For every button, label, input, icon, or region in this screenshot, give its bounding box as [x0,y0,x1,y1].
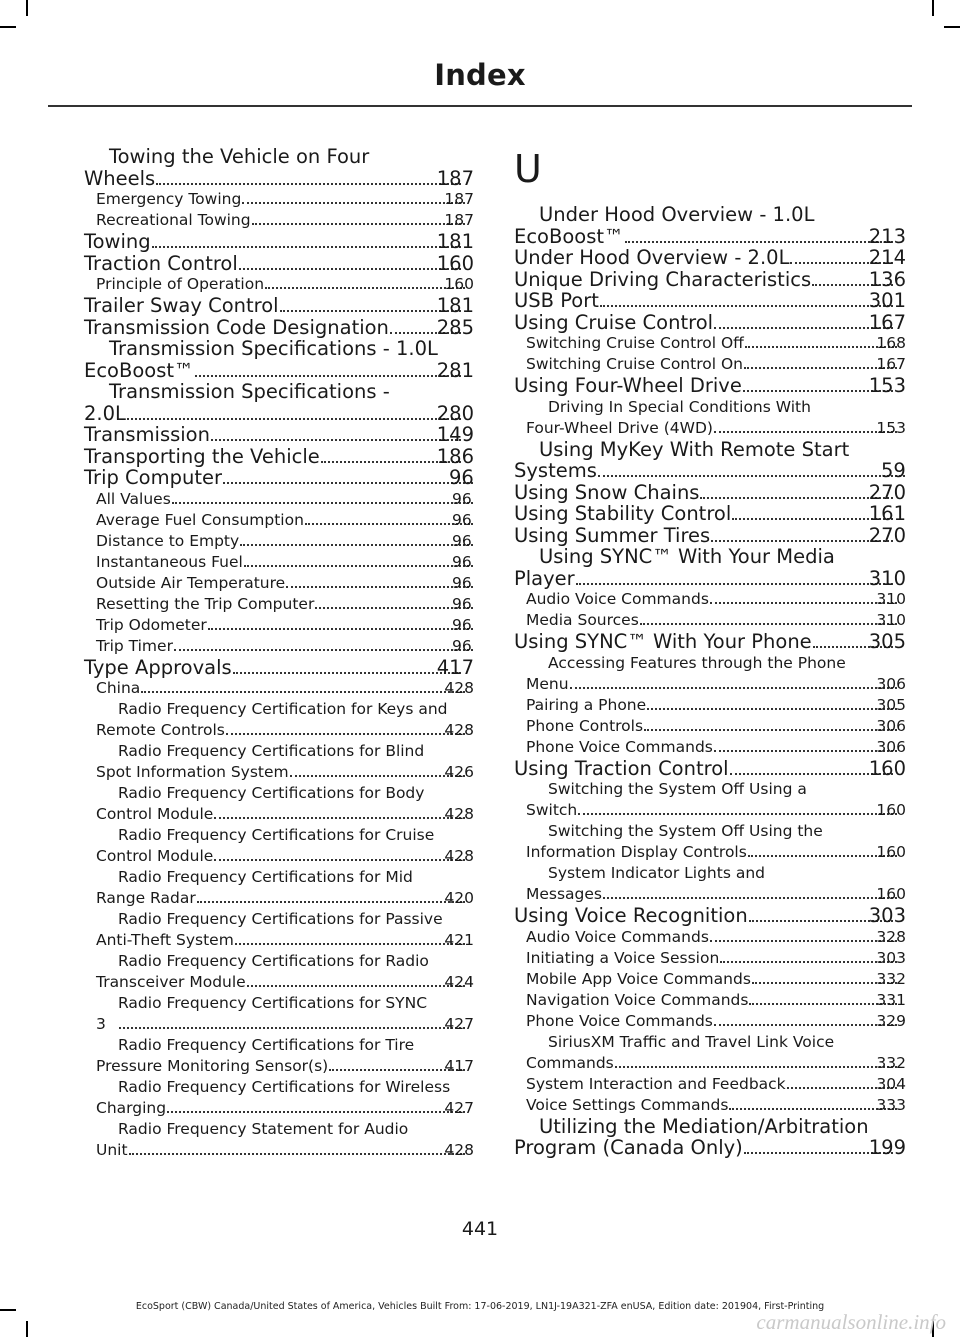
dot-leader [265,276,465,289]
entry-title: Trailer Sway Control [84,294,279,317]
index-column-left [84,146,474,1161]
dot-leader [600,291,893,307]
crop-mark-top-left-h [0,26,16,28]
entry-page-number: 428 [444,847,474,865]
dot-leader [247,974,466,987]
dot-leader [286,575,473,588]
footer-edition-info: EcoSport (CBW) Canada/United States of America, Vehicles Built From: 17-06-2019, LN1J-19A321-ZFA enUSA, Edition date: 201904, First-Printing [135,1301,825,1312]
dot-leader [172,491,473,504]
entry-title: Principle of Operation [96,275,265,293]
entry-page-number: 160 [444,275,474,293]
dot-leader [720,950,897,963]
index-entry [84,446,474,468]
dot-leader [240,533,473,546]
entry-title: EcoBoost™ [84,358,194,382]
entry-title: Audio Voice Commands [526,927,709,946]
index-subentry [84,189,474,210]
entry-page-number: 310 [876,590,906,608]
dot-leader [226,722,466,735]
entry-title: 2.0L [84,401,126,425]
index-entry [514,631,906,653]
entry-title: Media Sources [526,611,639,629]
index-subentry [84,1119,474,1161]
entry-page-number: 305 [876,695,906,714]
entry-title: Pairing a Phone [526,695,647,714]
dot-leader [242,191,465,204]
entry-page-number: 187 [444,211,474,229]
index-entry [514,269,906,291]
index-entry [84,317,474,339]
index-subentry [514,1011,906,1032]
entry-page-number: 270 [868,480,906,504]
entry-page-number: 168 [876,334,906,352]
entry-title: Trip Timer [96,636,173,655]
entry-page-number: 214 [868,246,906,269]
entry-title: Unit [96,1141,128,1159]
index-subentry: Instantaneous Fuel 96 [96,552,472,571]
dot-leader [603,886,897,899]
index-subentry [514,948,906,969]
entry-title-line1: Radio Frequency Certifications for SYNC [118,994,428,1012]
entry-title: Using Four-Wheel Drive [514,374,742,397]
entry-page-number: 161 [868,502,906,525]
entry-page-number: 306 [876,737,906,756]
header-divider [48,105,912,107]
dot-leader [235,932,466,945]
dot-leader [570,676,898,689]
index-entry [84,253,474,275]
entry-page-number: 331 [876,990,906,1009]
dot-leader [223,468,473,484]
dot-leader [710,591,898,604]
dot-leader [119,1016,465,1029]
entry-title: Average Fuel Consumption [96,510,304,529]
index-subentry: Resetting the Trip Computer 96 [96,594,472,613]
entry-page-number: 303 [868,904,906,927]
index-subentry [84,1077,474,1119]
entry-title: Phone Voice Commands [526,1011,713,1030]
dot-leader [141,680,465,693]
index-subentry [84,909,474,951]
entry-title: EcoBoost™ [514,224,624,248]
entry-page-number: 153 [876,418,906,437]
entry-page-number: 149 [436,423,474,446]
entry-title: Switching Cruise Control Off [526,334,744,352]
index-entry [514,204,906,247]
entry-title: Wheels [84,166,156,190]
index-subentry: Radio Frequency Certifications for SYNC 3 427 [96,994,474,1033]
index-entry [84,424,474,446]
dot-leader [214,806,465,819]
index-entry [514,482,906,504]
dot-leader [745,335,898,348]
dot-leader [208,617,473,630]
dot-leader [744,356,897,369]
index-entry [514,758,906,780]
entry-title-line1: System Indicator Lights and [548,864,765,882]
entry-title-line1: Switching the System Off Using the [548,822,823,840]
dot-leader [714,313,893,329]
index-entries-u [514,204,906,1159]
entry-title: Unique Driving Characteristics [514,267,812,291]
entry-title-line1: Radio Frequency Certifications for Mid [118,868,413,886]
entry-page-number: 280 [436,401,474,425]
entry-page-number: 181 [436,230,474,253]
entry-title: Recreational Towing [96,211,251,229]
dot-leader [239,254,461,270]
entry-page-number: 285 [436,315,474,339]
entry-title: Switch [526,801,578,819]
entry-title-line1: Transmission Specifications - 1.0L [109,337,438,360]
entry-title: Outside Air Temperature [96,573,286,592]
dot-leader [152,232,461,248]
page-title: Index [434,58,526,92]
dot-leader [598,461,905,477]
entry-title: Using Snow Chains [514,480,700,504]
entry-page-number: 332 [876,969,906,988]
entry-title-line1: Towing the Vehicle on Four [109,145,370,168]
index-subentry [514,969,906,990]
entry-title: Four-Wheel Drive (4WD) [526,418,713,437]
index-subentry [514,779,906,821]
entry-page-number: 328 [876,927,906,946]
entry-title: Control Module [96,805,214,823]
entry-title: Information Display Controls [526,843,747,861]
entry-title-line1: Radio Frequency Statement for Audio [118,1120,409,1138]
index-subentry: Trip Odometer 96 [96,615,472,634]
dot-leader [700,483,892,499]
entry-page-number: 167 [876,355,906,373]
entry-title-line1: Utilizing the Mediation/Arbitration [539,1114,869,1138]
entry-title: Emergency Towing [96,190,242,208]
index-subentry [514,610,906,631]
index-subentry [514,1095,906,1116]
index-entry [514,525,906,547]
entry-title-line1: Switching the System Off Using a [548,780,807,798]
entry-page-number: 301 [868,289,906,312]
dot-leader [167,1100,465,1113]
index-subentry: Distance to Empty 96 [96,531,472,550]
entry-title-line1: SiriusXM Traffic and Travel Link Voice [548,1032,835,1051]
dot-leader [625,227,893,243]
entry-title-line1: Under Hood Overview - 1.0L [539,203,815,226]
entry-page-number: 426 [444,763,474,781]
entry-page-number: 427 [444,1099,474,1117]
dot-leader [640,612,898,625]
entry-title: Pressure Monitoring Sensor(s) [96,1057,329,1075]
entry-page-number: 153 [868,374,906,397]
entry-title: Using Voice Recognition [514,904,748,927]
index-entry [514,375,906,397]
index-subentry [84,274,474,295]
entry-page-number: 187 [436,166,474,190]
index-column-right [514,146,906,1159]
entry-page-number: 213 [868,224,906,248]
dot-leader [195,361,461,377]
entry-title: Transmission Code Designation [84,315,389,339]
entry-title: Using SYNC™ With Your Phone [514,630,812,653]
entry-page-number: 421 [444,931,474,949]
index-subentry [84,678,474,699]
dot-leader [280,296,461,312]
entry-title: Program (Canada Only) [514,1136,743,1159]
entry-page-number: 427 [444,1015,474,1033]
entry-title-line1: Using SYNC™ With Your Media [539,545,835,568]
index-entry [514,905,906,927]
dot-leader [749,992,897,1005]
entry-title: Under Hood Overview - 2.0L [514,246,790,269]
dot-leader [647,697,897,710]
index-subentry [84,867,474,909]
entry-page-number: 428 [444,805,474,823]
entry-title: Transceiver Module [96,973,246,991]
index-subentry [514,397,906,439]
entry-title: Trip Computer [84,466,222,489]
index-subentry [84,951,474,993]
entry-title: Traction Control [84,251,238,275]
entry-title-line1: Transmission Specifications - [109,380,390,403]
entry-title: Switching Cruise Control On [526,355,743,373]
index-entry [84,231,474,253]
entry-page-number: 181 [436,294,474,317]
dot-leader [214,848,465,861]
index-subentry [514,990,906,1011]
index-entry [514,1116,906,1159]
entry-title: Using Summer Tires [514,523,711,547]
entry-title: Control Module [96,847,214,865]
entry-title: Phone Voice Commands [526,737,713,756]
entry-title: Audio Voice Commands [526,590,709,608]
entry-title: Messages [526,885,603,903]
entry-page-number: 420 [444,889,474,907]
dot-leader [714,1013,898,1026]
entry-title: Towing [84,230,151,253]
entry-page-number: 333 [876,1095,906,1114]
entry-title: Trip Odometer [96,615,207,634]
index-entry [514,247,906,269]
entry-title: Distance to Empty [96,531,240,550]
dot-leader [129,1142,466,1155]
dot-leader [714,420,897,433]
dot-leader [711,526,893,542]
entry-title: USB Port [514,289,599,312]
dot-leader [315,596,473,609]
entry-page-number: 199 [868,1136,906,1159]
entry-title-line1: Accessing Features through the Phone [548,653,846,672]
index-subentry [514,653,906,695]
entry-page-number: 281 [436,358,474,382]
index-subentry [514,354,906,375]
entry-title: Menu [526,674,569,693]
entry-title-line1: Radio Frequency Certifications for Cruise [118,826,435,844]
entry-title: System Interaction and Feedback [526,1074,786,1093]
watermark: carmanualsonline.info [756,1310,946,1334]
dot-leader [174,638,473,651]
entry-title-line1: Radio Frequency Certifications for Passive [118,910,443,928]
entry-page-number: 305 [868,630,906,653]
entry-title: Spot Information System [96,763,289,781]
entry-page-number: 306 [876,674,906,693]
index-subentry: Average Fuel Consumption 96 [96,510,472,529]
entry-title-line1: Using MyKey With Remote Start [539,437,850,461]
dot-leader [197,890,466,903]
entry-page-number: 417 [436,655,474,679]
index-entry: Trip Computer 96 [84,466,474,489]
index-subentry: All Values 96 [96,489,472,508]
entry-title: Type Approvals [84,655,232,679]
index-subentry [514,863,906,905]
entry-title-line1: Driving In Special Conditions With [548,397,811,416]
entry-page-number: 186 [436,444,474,468]
entry-page-number: 303 [876,948,906,967]
index-entry [84,295,474,317]
entry-title-line1: Radio Frequency Certifications for Tire [118,1036,415,1054]
index-subentry: Trip Timer 96 [96,636,472,655]
entry-title-line1: Radio Frequency Certifications for Body [118,784,425,802]
index-entry [514,312,906,334]
crop-mark-top-right-h [944,26,960,28]
entry-title: Mobile App Voice Commands [526,969,751,988]
entry-page-number: 428 [444,679,474,697]
index-subentry [84,699,474,741]
index-subentry [514,1074,906,1095]
index-subentry [84,1035,474,1077]
dot-leader [252,212,466,225]
entry-title: Navigation Voice Commands [526,990,749,1009]
entry-title-line1: Radio Frequency Certifications for Wireless [118,1078,451,1096]
entry-page-number: 306 [876,716,906,735]
entry-title: Using Traction Control [514,756,729,780]
entry-title: Phone Controls [526,716,644,735]
entry-page-number: 417 [444,1057,474,1075]
section-letter: U [514,147,542,191]
dot-leader [710,929,898,942]
entry-title-line1: Radio Frequency Certifications for Blind [118,742,425,760]
entry-title-line1: Radio Frequency Certifications for Radio [118,952,429,970]
entry-title: Remote Controls [96,721,225,739]
dot-leader [576,569,893,585]
dot-leader [578,802,897,815]
index-entry [84,381,474,424]
index-entry [514,290,906,312]
page-number: 441 [461,1218,499,1240]
entry-title: Range Radar [96,889,196,907]
entry-title: Transporting the Vehicle [84,444,320,468]
index-entry [514,546,906,589]
index-entry [84,146,474,189]
entry-page-number: 167 [868,310,906,334]
entry-page-number: 187 [444,190,474,208]
index-subentry [514,716,906,737]
entry-title: Using Stability Control [514,502,732,525]
entry-page-number: 160 [876,885,906,903]
entry-page-number: 310 [868,566,906,590]
dot-leader [290,764,466,777]
crop-mark-top-right-v [932,0,934,16]
entry-title: All Values [96,489,171,508]
index-subentry [84,783,474,825]
entry-title: Charging [96,1099,167,1117]
index-subentry [514,927,906,948]
index-subentry [514,737,906,758]
dot-leader [127,404,461,420]
entry-title: Player [514,566,575,590]
dot-leader [244,554,473,567]
dot-leader [615,1055,898,1068]
dot-leader [729,1097,897,1110]
entry-page-number: 160 [868,756,906,780]
index-entry [84,657,474,679]
dot-leader [156,169,461,185]
dot-leader [748,844,898,857]
entry-page-number: 310 [876,611,906,629]
entry-page-number: 428 [444,1141,474,1159]
index-subentry [84,741,474,783]
entry-page-number: 160 [876,843,906,861]
index-subentry: Outside Air Temperature 96 [96,573,472,592]
entry-title: Voice Settings Commands [526,1095,729,1114]
index-entry [84,338,474,381]
entry-title: Systems [514,459,597,482]
entry-page-number: 332 [876,1053,906,1072]
entry-title: Instantaneous Fuel [96,552,243,571]
entry-page-number: 304 [876,1074,906,1093]
index-subentry [514,333,906,354]
entry-title: Commands [526,1053,614,1072]
entry-title: Using Cruise Control [514,310,714,334]
index-subentry [514,695,906,716]
dot-leader [211,425,461,441]
entry-title: Anti-Theft System [96,931,234,949]
index-subentry [514,1032,906,1074]
index-entry [514,503,906,525]
entry-page-number: 424 [444,973,474,991]
index-subentry [84,825,474,867]
index-subentry [84,210,474,231]
index-entry: Using MyKey With Remote Start Systems 59 [514,437,906,482]
dot-leader [305,512,473,525]
crop-mark-bottom-left-v [26,1321,28,1337]
entry-page-number: 428 [444,721,474,739]
entry-title: Initiating a Voice Session [526,948,720,967]
entry-page-number: 160 [876,801,906,819]
entry-page-number: 329 [876,1011,906,1030]
entry-page-number: 270 [868,523,906,547]
dot-leader [233,658,461,674]
dot-leader [644,718,897,731]
entry-title: Resetting the Trip Computer [96,594,315,613]
entry-page-number: 136 [868,267,906,291]
index-subentry [514,821,906,863]
index-subentry [514,589,906,610]
entry-title: Transmission [84,423,210,446]
entry-page-number: 160 [436,251,474,275]
crop-mark-top-left-v [26,0,28,16]
entry-title: China [96,679,141,697]
entry-title-line1: Radio Frequency Certification for Keys and [118,700,448,718]
dot-leader [714,739,898,752]
